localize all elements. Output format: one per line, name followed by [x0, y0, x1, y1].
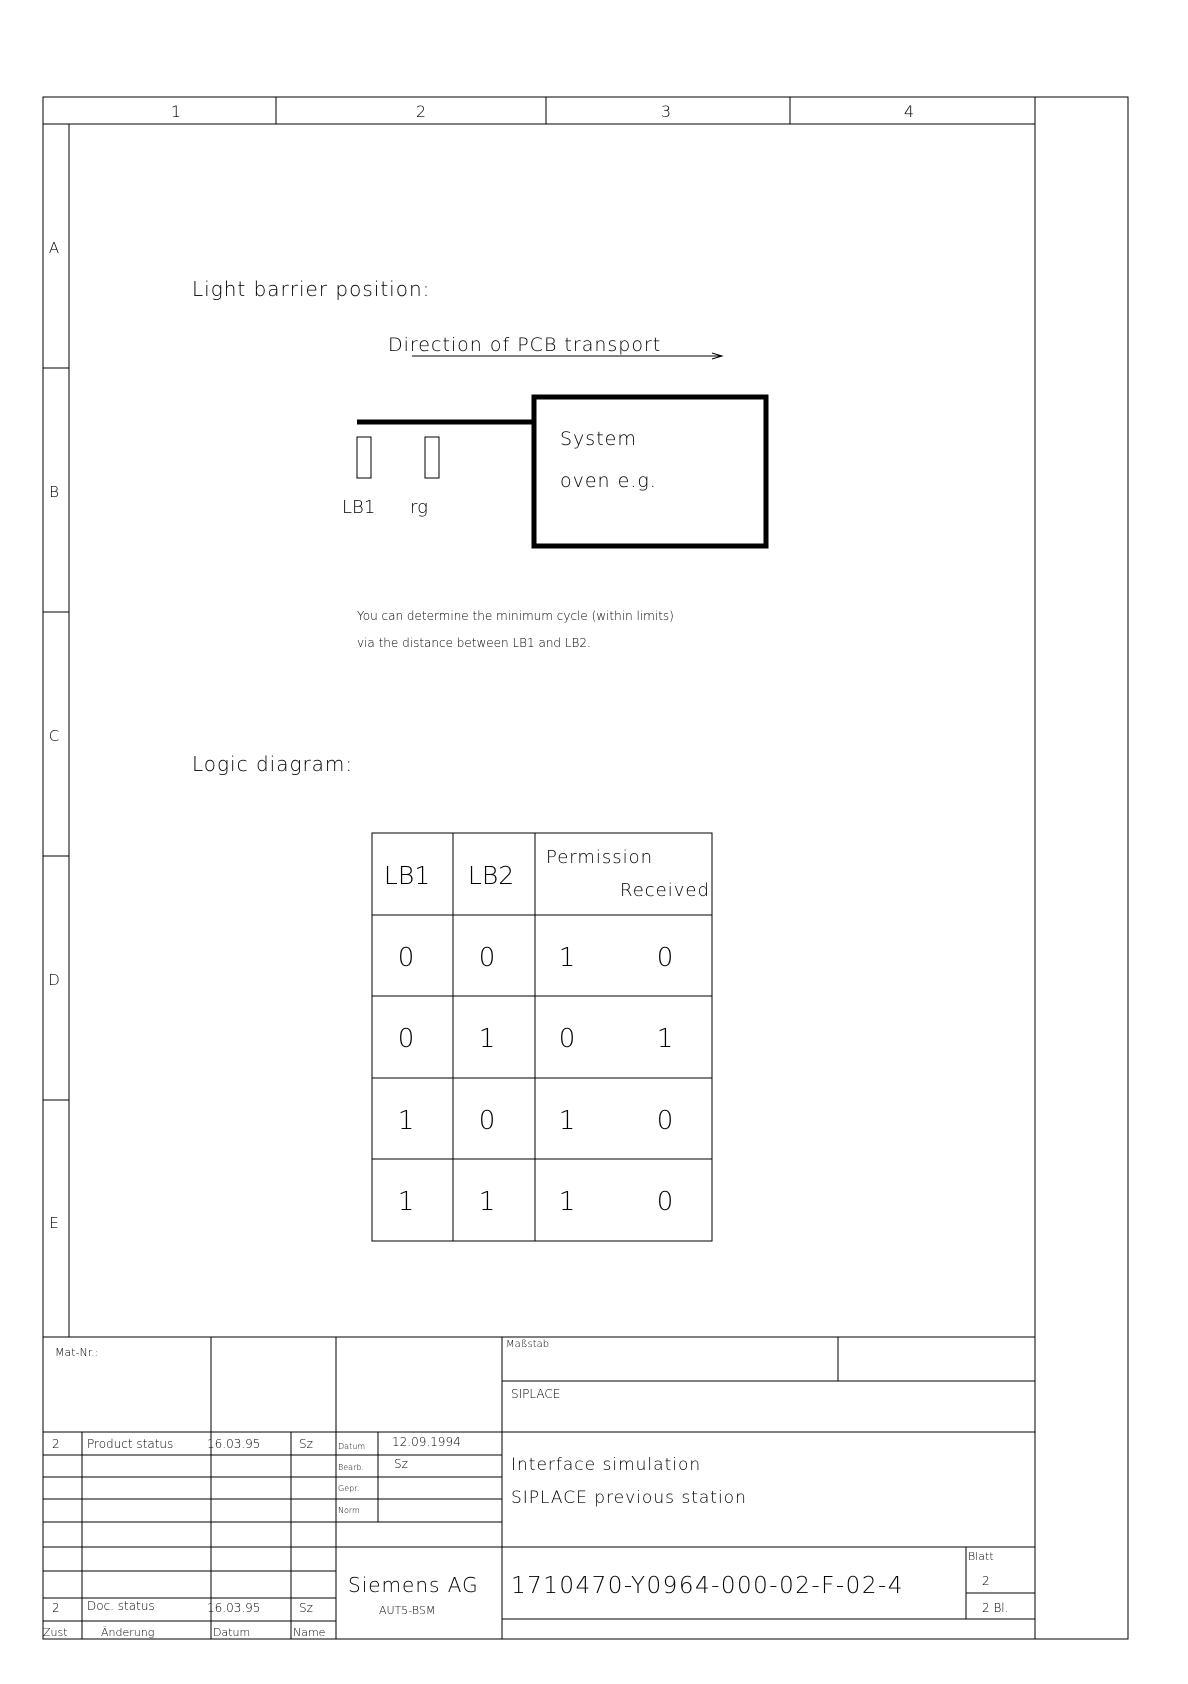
cell-r3-lb2: 0: [478, 1106, 496, 1136]
bearb-value: Sz: [394, 1457, 408, 1471]
blatt-label: Blatt: [968, 1550, 994, 1563]
datum-value: 12.09.1994: [392, 1435, 461, 1449]
department: AUT5-BSM: [379, 1604, 436, 1617]
datum-label: Datum: [338, 1442, 366, 1451]
rev1-index: 2: [52, 1437, 60, 1451]
title-block: [43, 1337, 1035, 1639]
cell-r2-permission: 0: [558, 1024, 576, 1054]
blatt-value: 2: [982, 1574, 990, 1588]
lb2-label: rg: [410, 497, 428, 518]
header-lb2: LB2: [467, 861, 515, 890]
note-line-1: You can determine the minimum cycle (within limits): [357, 609, 674, 623]
cell-r1-lb1: 0: [397, 943, 415, 973]
light-barrier-lb1: [357, 437, 371, 478]
cell-r4-lb1: 1: [397, 1187, 415, 1217]
column-label-4: 4: [903, 102, 915, 121]
rev2-index: 2: [52, 1601, 60, 1615]
gepr-label: Gepr.: [338, 1484, 360, 1493]
row-label-d: D: [48, 971, 60, 989]
header-name: Name: [293, 1626, 326, 1639]
cell-r2-lb1: 0: [397, 1024, 415, 1054]
cell-r1-permission: 1: [558, 943, 576, 973]
drawing-title-line1: Interface simulation: [511, 1455, 702, 1475]
rev1-change: Product status: [87, 1437, 174, 1451]
cell-r1-received: 0: [656, 943, 674, 973]
cell-r3-permission: 1: [558, 1106, 576, 1136]
cell-r3-received: 0: [656, 1106, 674, 1136]
cell-r1-lb2: 0: [478, 943, 496, 973]
bearb-label: Bearb.: [338, 1463, 364, 1472]
direction-label: Direction of PCB transport: [388, 334, 662, 356]
row-label-b: B: [49, 483, 59, 501]
company-name: Siemens AG: [348, 1573, 479, 1597]
rev1-name: Sz: [299, 1437, 313, 1451]
document-number: 1710470-Y0964-000-02-F-02-4: [511, 1573, 904, 1599]
header-zust: Zust: [43, 1626, 68, 1639]
sheet-count: 2 Bl.: [982, 1601, 1009, 1615]
header-datum: Datum: [213, 1626, 251, 1639]
cell-r3-lb1: 1: [397, 1106, 415, 1136]
outer-frame: [43, 97, 1128, 1639]
header-received: Received: [620, 880, 710, 901]
siplace-label: SIPLACE: [511, 1387, 561, 1401]
column-label-3: 3: [660, 102, 672, 121]
light-barrier-lb2: [425, 437, 439, 478]
cell-r2-lb2: 1: [478, 1024, 496, 1054]
note-line-2: via the distance between LB1 and LB2.: [357, 636, 591, 650]
cell-r4-permission: 1: [558, 1187, 576, 1217]
rev2-date: 16.03.95: [207, 1601, 261, 1615]
header-aenderung: Änderung: [101, 1626, 155, 1639]
cell-r2-received: 1: [656, 1024, 674, 1054]
light-barrier-heading: Light barrier position:: [192, 277, 431, 301]
logic-table: [372, 833, 712, 1241]
rev2-change: Doc. status: [87, 1599, 155, 1613]
row-label-a: A: [48, 239, 60, 257]
logic-heading: Logic diagram:: [192, 752, 354, 776]
header-permission: Permission: [546, 847, 654, 868]
column-label-2: 2: [415, 102, 427, 121]
drawing-title-line2: SIPLACE previous station: [511, 1488, 747, 1508]
system-label: System: [560, 428, 637, 450]
lb1-label: LB1: [342, 497, 376, 518]
row-label-c: C: [48, 727, 60, 745]
rev2-name: Sz: [299, 1601, 313, 1615]
mat-nr-label: Mat-Nr.:: [55, 1346, 99, 1359]
oven-label: oven e.g.: [560, 470, 657, 492]
massstab-label: Maßstab: [506, 1339, 550, 1350]
row-label-e: E: [49, 1214, 59, 1232]
column-label-1: 1: [170, 102, 182, 121]
cell-r4-lb2: 1: [478, 1187, 496, 1217]
norm-label: Norm: [338, 1506, 360, 1515]
rev1-date: 16.03.95: [207, 1437, 261, 1451]
header-lb1: LB1: [383, 861, 431, 890]
cell-r4-received: 0: [656, 1187, 674, 1217]
